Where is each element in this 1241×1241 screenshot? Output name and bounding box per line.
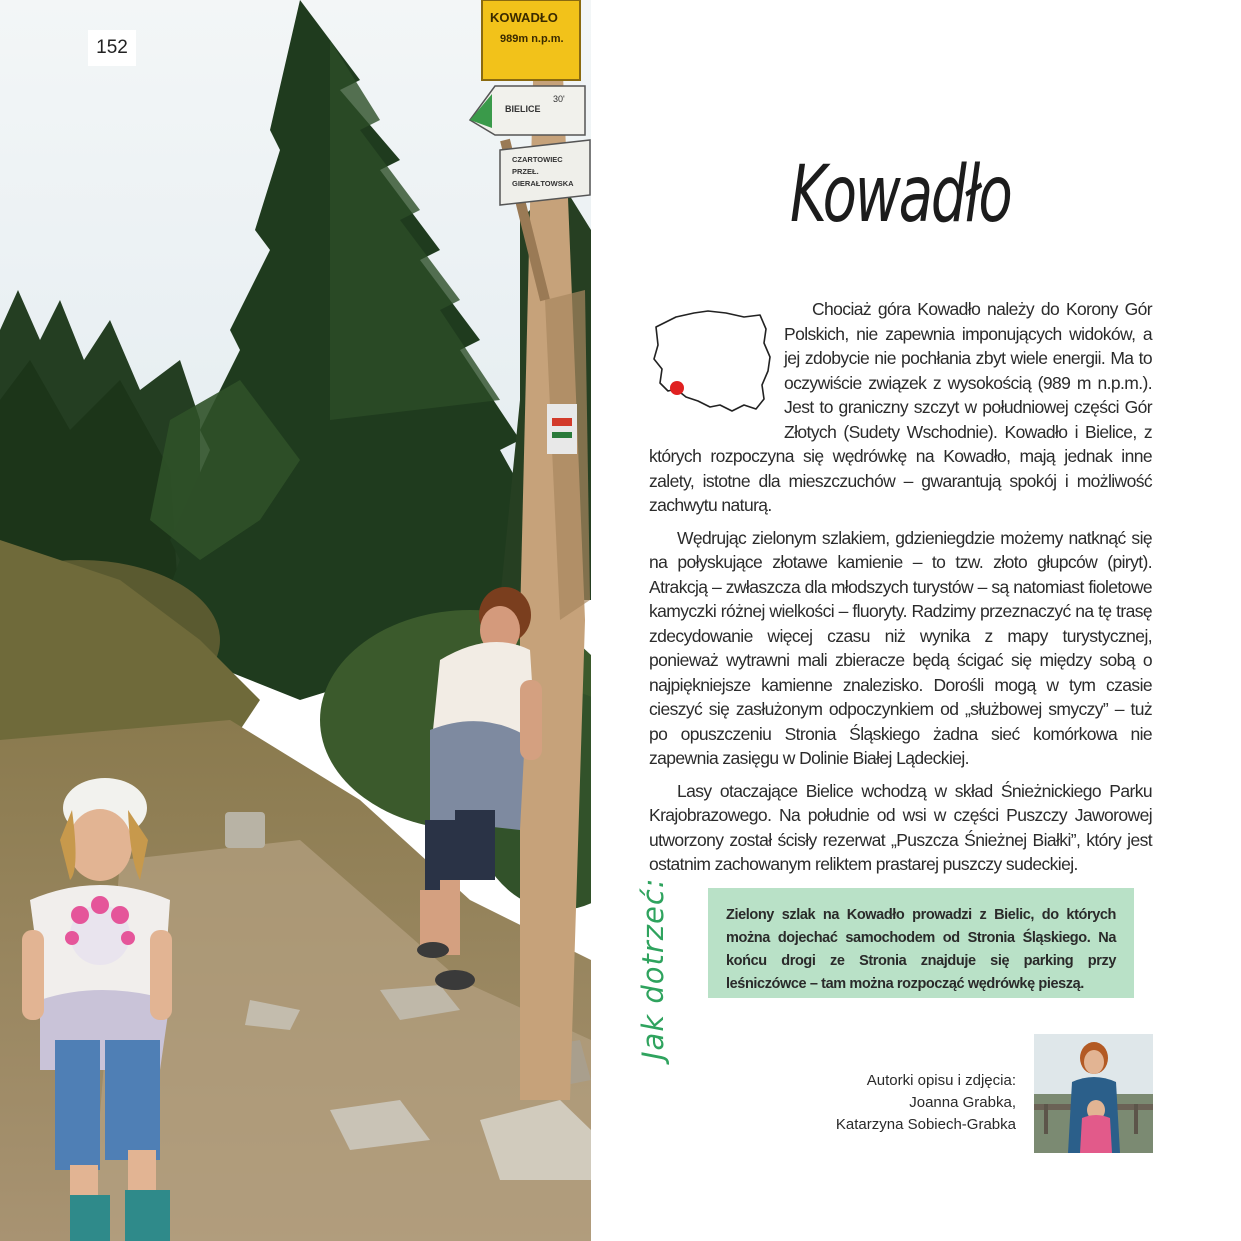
credits-line-1: Autorki opisu i zdjęcia: bbox=[866, 1072, 1016, 1089]
sign-arrow-time: 30' bbox=[553, 94, 565, 104]
author-photo bbox=[1034, 1034, 1153, 1153]
how-to-get-text: Zielony szlak na Kowadło prowadzi z Bielic, do których można dojechać samochodem od Stronia Śląskiego. Na końcu drogi ze Stronia znajduje się parking przy leśniczówce – tam można rozpocząć wędrówkę pieszą. bbox=[726, 907, 1116, 992]
signpost-lower bbox=[500, 140, 590, 205]
article-title: Kowadło bbox=[790, 150, 1011, 240]
article-paragraph-2: Wędrując zielonym szlakiem, gdzieniegdzie możemy natknąć się na połyskujące złotawe kamienie – to tzw. złoto głupców (piryt). Atrakcją – zwłaszcza dla młodszych turystów – są natomiast fioletowe kamyczki różnej wielkości – fluoryty. Radzimy przeznaczyć na tę trasę zdecydowanie więcej czasu niż wynika z mapy turystycznej, ponieważ wytrawni mali zbieracze będą ścigać się między sobą o najpiękniejsze kamienne znalezisko. Dorośli mogą w tym czasie cieszyć się zasłużonym odpoczynkiem od „służbowej smyczy” – tuż po opuszczeniu Stronia Śląskiego żadna sieć komórkowa nie zapewnia zasięgu w Dolinie Białej Lądeckiej. bbox=[649, 527, 1152, 768]
article-paragraph-1: Chociaż góra Kowadło należy do Korony Gór Polskich, nie zapewnia imponujących widoków, a jej zdobycie nie pochłania zbyt wiele energii. Ma to oczywiście związek z wysokością (989 m n.p.m.). Jest to graniczny szczyt w południowej części Gór Złotych (Sudety Wschodnie). Kowadło i Bielice, z których rozpoczyna się wędrówkę na Kowadło, mają jednak inne zalety, istotne dla mieszczuchów – gwarantują spokój i możliwość zachwytu naturą. bbox=[649, 299, 1152, 515]
credits-line-2: Joanna Grabka, bbox=[909, 1094, 1016, 1111]
how-to-get-label: Jak dotrzeć: bbox=[636, 877, 670, 1060]
article-body bbox=[649, 297, 1152, 885]
sign-arrow-label: BIELICE bbox=[505, 104, 541, 114]
sign-top-name: KOWADŁO bbox=[490, 10, 558, 25]
article-paragraph-3: Lasy otaczające Bielice wchodzą w skład Śnieżnickiego Parku Krajobrazowego. Na południe od wsi w części Puszczy Jaworowej utworzony został ścisły rezerwat „Puszcza Śnieżnej Białki”, który jest ostatnim zachowanym reliktem prastarej puszczy sudeckiej. bbox=[649, 780, 1152, 874]
signpost-yellow bbox=[482, 0, 580, 80]
sign-lower-line2: PRZEŁ. bbox=[512, 167, 539, 176]
hike-photo bbox=[0, 0, 591, 1241]
map-spacer bbox=[649, 297, 784, 442]
sign-top-alt: 989m n.p.m. bbox=[500, 33, 564, 45]
how-to-get-box bbox=[708, 888, 1134, 998]
sign-lower-line3: GIERAŁTOWSKA bbox=[512, 179, 574, 188]
page-number: 152 bbox=[88, 30, 136, 66]
sign-lower-line1: CZARTOWIEC bbox=[512, 155, 563, 164]
author-credits bbox=[836, 1070, 1016, 1136]
credits-line-3: Katarzyna Sobiech-Grabka bbox=[835, 1116, 1016, 1133]
